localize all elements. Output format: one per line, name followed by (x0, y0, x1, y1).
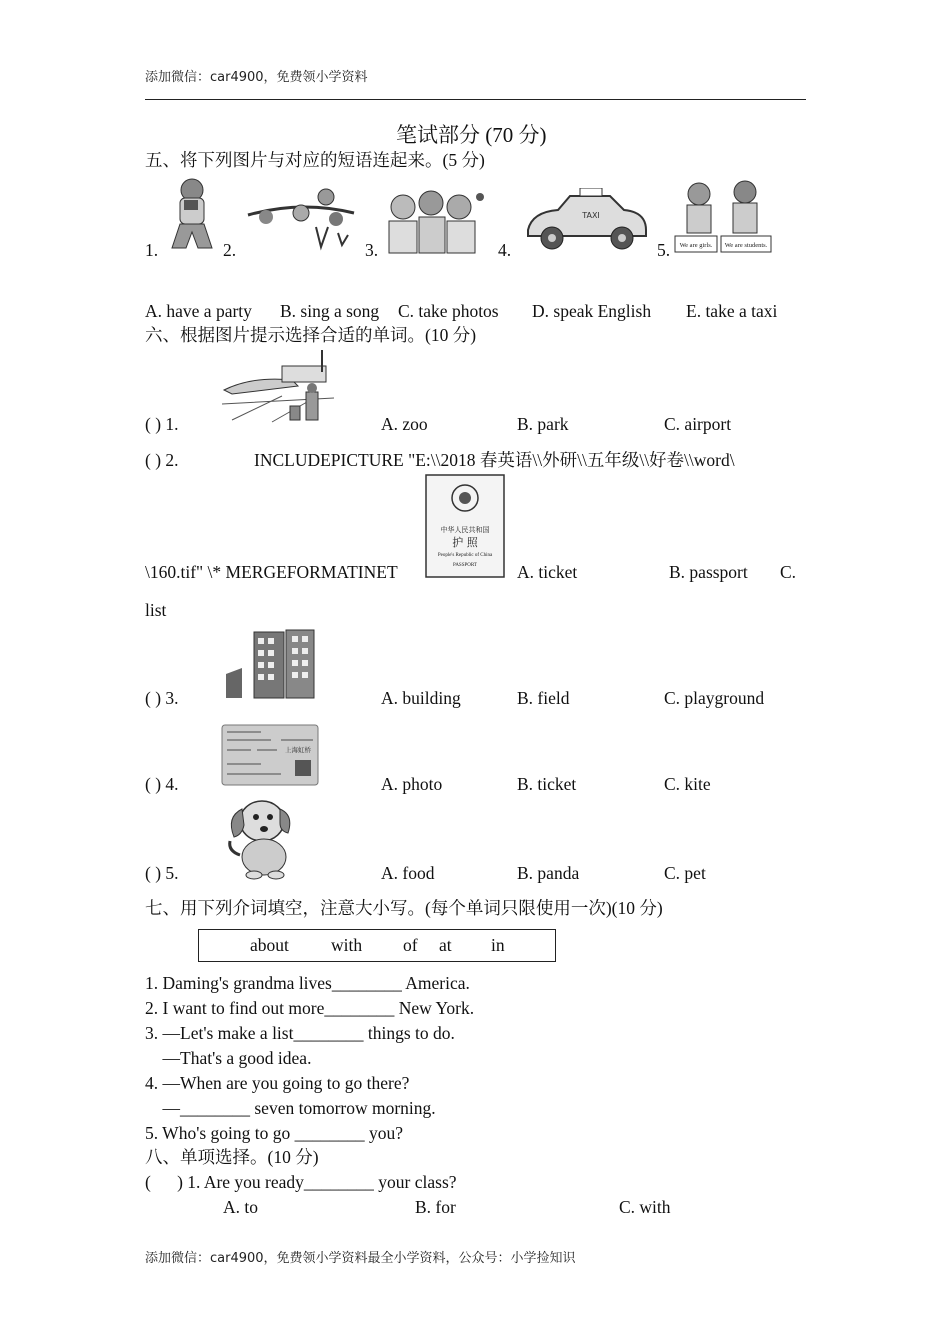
s6-q5-option-a: A. food (381, 863, 435, 883)
page-footer: 添加微信：car4900，免费领小学资料最全小学资料，公众号：小学捡知识 (145, 1251, 576, 1266)
s5-num-4: 4. (498, 240, 512, 260)
s5-option-a: A. have a party (145, 301, 252, 321)
s5-num-1: 1. (145, 240, 159, 260)
s5-option-e: E. take a taxi (686, 301, 778, 321)
passport-title-cn: 护 照 (452, 536, 478, 549)
s5-num-2: 2. (223, 240, 237, 260)
word-bank-of: of (403, 935, 418, 955)
girls-speaking-english-illustration (673, 178, 773, 256)
section7-heading: 七、用下列介词填空，注意大小写。(每个单词只限使用一次)(10 分) (145, 898, 663, 918)
s5-num-5: 5. (657, 240, 671, 260)
s6-q3-option-c: C. playground (664, 688, 765, 708)
taxi-sign-text: TAXI (582, 211, 600, 220)
s7-line-7: 5. Who's going to go ________ you? (145, 1123, 404, 1143)
section5-heading: 五、将下列图片与对应的短语连起来。(5 分) (145, 150, 485, 170)
taxi-illustration (524, 188, 650, 252)
s6-q1-option-c: C. airport (664, 414, 732, 434)
s7-line-1: 1. Daming's grandma lives________ America. (145, 973, 470, 993)
section6-heading: 六、根据图片提示选择合适的单词。(10 分) (145, 325, 477, 345)
section8-heading: 八、单项选择。(10 分) (145, 1147, 319, 1167)
s7-line-3: 3. —Let's make a list________ things to do. (145, 1023, 455, 1043)
dog-illustration (224, 795, 294, 881)
word-bank-about: about (250, 935, 289, 955)
s7-line-5: 4. —When are you going to go there? (145, 1073, 410, 1093)
s6-q4-option-c: C. kite (664, 774, 711, 794)
word-bank-in: in (491, 935, 505, 955)
s6-q2-option-c: C. (780, 562, 797, 582)
s6-q2-field-line1: INCLUDEPICTURE "E:\\2018 春英语\\外研\\五年级\\好卷\\word\ (254, 450, 735, 470)
s5-num-3: 3. (365, 240, 379, 260)
passport-word: PASSPORT (453, 563, 477, 568)
s7-line-4: —That's a good idea. (145, 1048, 312, 1068)
s6-q1-option-a: A. zoo (381, 414, 428, 434)
s6-q2-option-b: B. passport (669, 562, 748, 582)
s6-q4-num: ( ) 4. (145, 774, 179, 794)
s6-q3-option-a: A. building (381, 688, 461, 708)
section-title: 笔试部分 (70 分) (396, 123, 547, 147)
s8-q1: ( ) 1. Are you ready________ your class? (145, 1172, 457, 1192)
passport-country-en: People's Republic of China (437, 553, 493, 558)
s6-q5-option-b: B. panda (517, 863, 580, 883)
building-illustration (224, 628, 316, 700)
s6-q3-option-b: B. field (517, 688, 570, 708)
s6-q2-option-a: A. ticket (517, 562, 578, 582)
s8-q1-option-b: B. for (415, 1197, 456, 1217)
s8-q1-option-c: C. with (619, 1197, 671, 1217)
s6-q2-option-c-word: list (145, 600, 167, 620)
s6-q2-field-line2: \160.tif" \* MERGEFORMATINET (145, 562, 398, 582)
s6-q3-num: ( ) 3. (145, 688, 179, 708)
party-illustration (246, 185, 356, 255)
airport-illustration (222, 348, 334, 424)
passport-country-cn: 中华人民共和国 (440, 526, 490, 534)
s6-q4-option-b: B. ticket (517, 774, 577, 794)
s7-line-6: —________ seven tomorrow morning. (145, 1098, 436, 1118)
passport-illustration (425, 474, 505, 578)
word-bank-at: at (439, 935, 452, 955)
sign-we-are-girls: We are girls. (679, 242, 713, 249)
word-bank-with: with (331, 935, 363, 955)
boy-taking-photo-illustration (166, 176, 216, 252)
s8-q1-option-a: A. to (223, 1197, 258, 1217)
s6-q2-num: ( ) 2. (145, 450, 179, 470)
s5-option-b: B. sing a song (280, 301, 380, 321)
s7-line-2: 2. I want to find out more________ New York. (145, 998, 475, 1018)
sign-we-are-students: We are students. (724, 242, 768, 249)
ticket-destination: 上海虹桥 (285, 746, 311, 754)
page-header: 添加微信：car4900，免费领小学资料 (145, 70, 368, 85)
header-rule (145, 99, 806, 100)
s6-q4-option-a: A. photo (381, 774, 443, 794)
s6-q1-option-b: B. park (517, 414, 569, 434)
s6-q5-option-c: C. pet (664, 863, 706, 883)
word-bank-box (198, 929, 556, 962)
s5-option-d: D. speak English (532, 301, 652, 321)
singing-children-illustration (381, 185, 486, 255)
s5-option-c: C. take photos (398, 301, 499, 321)
s6-q1-num: ( ) 1. (145, 414, 179, 434)
train-ticket-illustration (221, 724, 319, 786)
s6-q5-num: ( ) 5. (145, 863, 179, 883)
